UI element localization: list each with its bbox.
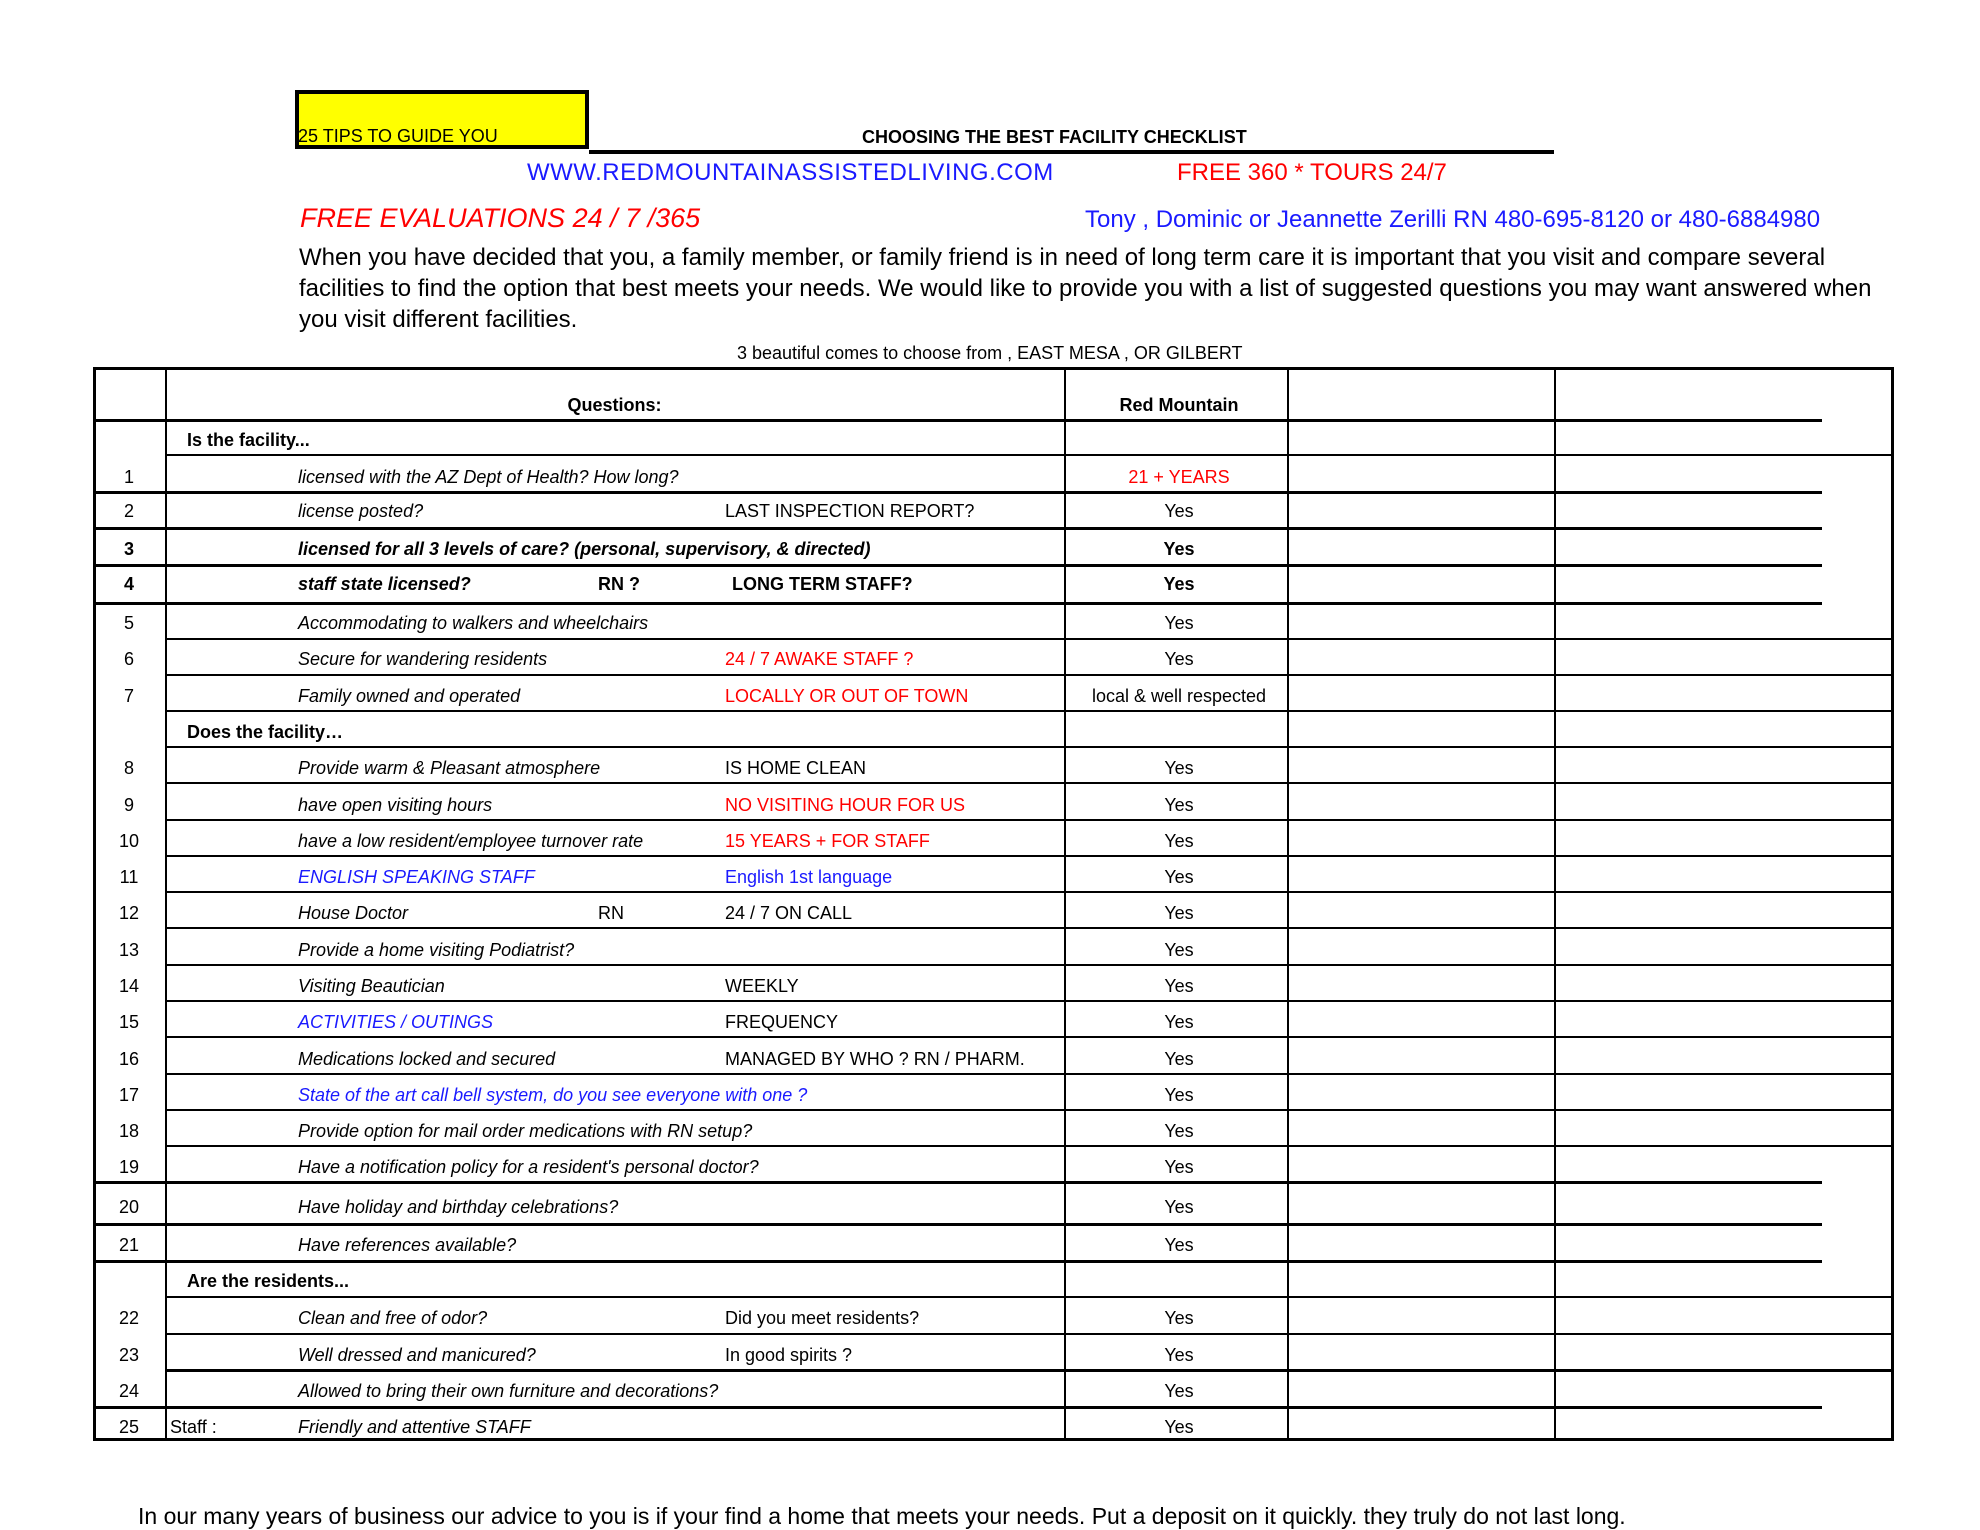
answer-cell: local & well respected xyxy=(1091,686,1267,706)
row-number: 15 xyxy=(118,1012,140,1032)
question-text: Have references available? xyxy=(298,1235,517,1255)
row-divider xyxy=(165,1000,1894,1002)
answer-cell: Yes xyxy=(1163,539,1195,559)
answer-cell: Yes xyxy=(1164,831,1194,851)
question-text: Family owned and operated xyxy=(298,686,521,706)
extra-note: FREQUENCY xyxy=(725,1012,839,1032)
extra-note: NO VISITING HOUR FOR US xyxy=(725,795,966,815)
row-divider xyxy=(165,1109,1894,1111)
answer-cell: Yes xyxy=(1164,1121,1194,1141)
extra-note: English 1st language xyxy=(725,867,893,887)
answer-cell: Yes xyxy=(1163,574,1195,594)
question-text: Medications locked and secured xyxy=(298,1049,556,1069)
answer-cell: Yes xyxy=(1164,1381,1194,1401)
row-number: 11 xyxy=(119,867,139,887)
staff-label: Staff : xyxy=(170,1417,217,1437)
question-text: Clean and free of odor? xyxy=(298,1308,488,1328)
answer-cell: Yes xyxy=(1164,1012,1194,1032)
answer-cell: Yes xyxy=(1164,1308,1194,1328)
evaluations-note: FREE EVALUATIONS 24 / 7 /365 xyxy=(300,203,701,233)
row-number: 6 xyxy=(123,649,134,669)
question-text: Provide option for mail order medications with RN setup? xyxy=(298,1121,753,1141)
row-divider xyxy=(93,564,1822,567)
question-text: Have holiday and birthday celebrations? xyxy=(298,1197,619,1217)
row-divider xyxy=(165,1369,1894,1372)
answer-cell: Yes xyxy=(1164,1197,1194,1217)
answer-cell: Yes xyxy=(1164,1049,1194,1069)
row-number: 20 xyxy=(118,1197,140,1217)
row-number: 16 xyxy=(118,1049,140,1069)
extra-note: RN xyxy=(598,903,624,923)
question-text: Friendly and attentive STAFF xyxy=(298,1417,531,1437)
question-text: ACTIVITIES / OUTINGS xyxy=(298,1012,494,1032)
question-text: ENGLISH SPEAKING STAFF xyxy=(298,867,535,887)
answer-cell: Yes xyxy=(1164,613,1194,633)
row-number: 1 xyxy=(123,467,134,487)
intro-paragraph: When you have decided that you, a family member, or family friend is in need of long term care it is important that you visit and compare several facilities to find the option that best meets your needs. We would like to provide you with a list of suggested questions you may want answered when you visit different facilities. xyxy=(299,244,1872,333)
tips-label: 25 TIPS TO GUIDE YOU xyxy=(298,126,498,146)
answer-cell: Yes xyxy=(1164,795,1194,815)
row-number: 25 xyxy=(118,1417,140,1437)
row-number: 17 xyxy=(118,1085,140,1105)
answer-cell: 21 + YEARS xyxy=(1128,467,1230,487)
advice-footer: In our many years of business our advice to you is if your find a home that meets your needs. Put a deposit on it quickly. they truly do not last long. xyxy=(138,1503,1626,1529)
section-are-residents: Are the residents... xyxy=(187,1271,350,1291)
section-is-facility: Is the facility... xyxy=(187,430,310,450)
website-link[interactable]: WWW.REDMOUNTAINASSISTEDLIVING.COM xyxy=(527,159,1054,186)
row-divider xyxy=(165,674,1894,676)
row-number: 8 xyxy=(123,758,134,778)
facility-header: Red Mountain xyxy=(1119,395,1239,415)
answer-cell: Yes xyxy=(1164,1235,1194,1255)
extra-note: 15 YEARS + FOR STAFF xyxy=(725,831,930,851)
row-number: 4 xyxy=(123,574,134,594)
row-divider xyxy=(165,1036,1894,1038)
question-text: Allowed to bring their own furniture and decorations? xyxy=(298,1381,719,1401)
row-number: 2 xyxy=(123,501,134,521)
row-divider xyxy=(165,746,1894,748)
question-text: Visiting Beautician xyxy=(298,976,445,996)
question-text: staff state licensed? xyxy=(298,574,471,594)
question-text: Accommodating to walkers and wheelchairs xyxy=(298,613,649,633)
extra-note: 24 / 7 ON CALL xyxy=(725,903,853,923)
row-number: 22 xyxy=(118,1308,140,1328)
row-divider xyxy=(93,491,1822,494)
row-divider xyxy=(165,1333,1894,1335)
question-text: Provide a home visiting Podiatrist? xyxy=(298,940,575,960)
row-divider xyxy=(93,1406,1822,1409)
question-text: Secure for wandering residents xyxy=(298,649,548,669)
answer-cell: Yes xyxy=(1164,758,1194,778)
extra-note: 24 / 7 AWAKE STAFF ? xyxy=(725,649,914,669)
section-does-facility: Does the facility… xyxy=(187,722,344,742)
answer-cell: Yes xyxy=(1164,903,1194,923)
question-text: Have a notification policy for a resident's personal doctor? xyxy=(298,1157,759,1177)
answer-cell: Yes xyxy=(1164,867,1194,887)
answer-cell: Yes xyxy=(1164,940,1194,960)
answer-cell: Yes xyxy=(1164,649,1194,669)
row-divider xyxy=(165,638,1894,640)
extra-note: WEEKLY xyxy=(725,976,799,996)
answer-cell: Yes xyxy=(1164,1417,1194,1437)
row-number: 7 xyxy=(123,686,134,706)
question-text: licensed with the AZ Dept of Health? How long? xyxy=(298,467,679,487)
extra-note: MANAGED BY WHO ? RN / PHARM. xyxy=(725,1049,1025,1069)
row-number: 24 xyxy=(118,1381,140,1401)
question-text: State of the art call bell system, do you see everyone with one ? xyxy=(298,1085,808,1105)
row-number: 5 xyxy=(123,613,134,633)
row-divider xyxy=(165,454,1894,456)
extra-note: IS HOME CLEAN xyxy=(725,758,867,778)
extra-note: LOCALLY OR OUT OF TOWN xyxy=(725,686,969,706)
page-title: CHOOSING THE BEST FACILITY CHECKLIST xyxy=(862,127,1247,147)
row-divider xyxy=(165,1145,1894,1147)
tours-note: FREE 360 * TOURS 24/7 xyxy=(1177,159,1447,186)
locations-note: 3 beautiful comes to choose from , EAST MESA , OR GILBERT xyxy=(737,343,1243,363)
row-divider xyxy=(165,927,1894,929)
row-number: 10 xyxy=(118,831,140,851)
question-text: have a low resident/employee turnover rate xyxy=(298,831,644,851)
row-divider xyxy=(93,1223,1822,1226)
row-number: 9 xyxy=(123,795,134,815)
answer-cell: Yes xyxy=(1164,501,1194,521)
row-number: 18 xyxy=(118,1121,140,1141)
row-number: 23 xyxy=(118,1345,140,1365)
row-number: 21 xyxy=(118,1235,140,1255)
row-number: 3 xyxy=(123,539,134,559)
answer-cell: Yes xyxy=(1164,976,1194,996)
row-number: 12 xyxy=(118,903,140,923)
question-text: House Doctor xyxy=(298,903,409,923)
row-number: 14 xyxy=(118,976,140,996)
row-divider xyxy=(165,710,1894,712)
row-divider xyxy=(165,891,1894,893)
row-divider xyxy=(93,1181,1822,1184)
extra-note: LONG TERM STAFF? xyxy=(732,574,913,594)
row-divider xyxy=(165,1073,1894,1075)
extra-note: RN ? xyxy=(598,574,640,594)
question-text: Well dressed and manicured? xyxy=(298,1345,536,1365)
row-divider xyxy=(93,527,1822,530)
row-divider xyxy=(165,1296,1894,1298)
question-text: license posted? xyxy=(298,501,424,521)
row-divider xyxy=(165,819,1894,821)
header-divider xyxy=(93,419,1822,422)
answer-cell: Yes xyxy=(1164,1345,1194,1365)
row-divider xyxy=(93,1260,1822,1263)
extra-note: LAST INSPECTION REPORT? xyxy=(725,501,975,521)
questions-header: Questions: xyxy=(567,395,662,415)
row-divider xyxy=(165,855,1894,857)
extra-note: In good spirits ? xyxy=(725,1345,853,1365)
row-number: 13 xyxy=(118,940,140,960)
checklist-table xyxy=(93,367,1894,1441)
contact-info: Tony , Dominic or Jeannette Zerilli RN 480-695-8120 or 480-6884980 xyxy=(1085,206,1821,233)
extra-note: Did you meet residents? xyxy=(725,1308,920,1328)
question-text: have open visiting hours xyxy=(298,795,493,815)
answer-cell: Yes xyxy=(1164,1157,1194,1177)
answer-cell: Yes xyxy=(1164,1085,1194,1105)
row-divider xyxy=(165,964,1894,966)
row-divider xyxy=(165,782,1894,784)
title-underline xyxy=(589,150,1554,154)
question-text: licensed for all 3 levels of care? (personal, supervisory, & directed) xyxy=(298,539,871,559)
row-number: 19 xyxy=(118,1157,140,1177)
row-divider xyxy=(93,602,1822,605)
question-text: Provide warm & Pleasant atmosphere xyxy=(298,758,601,778)
